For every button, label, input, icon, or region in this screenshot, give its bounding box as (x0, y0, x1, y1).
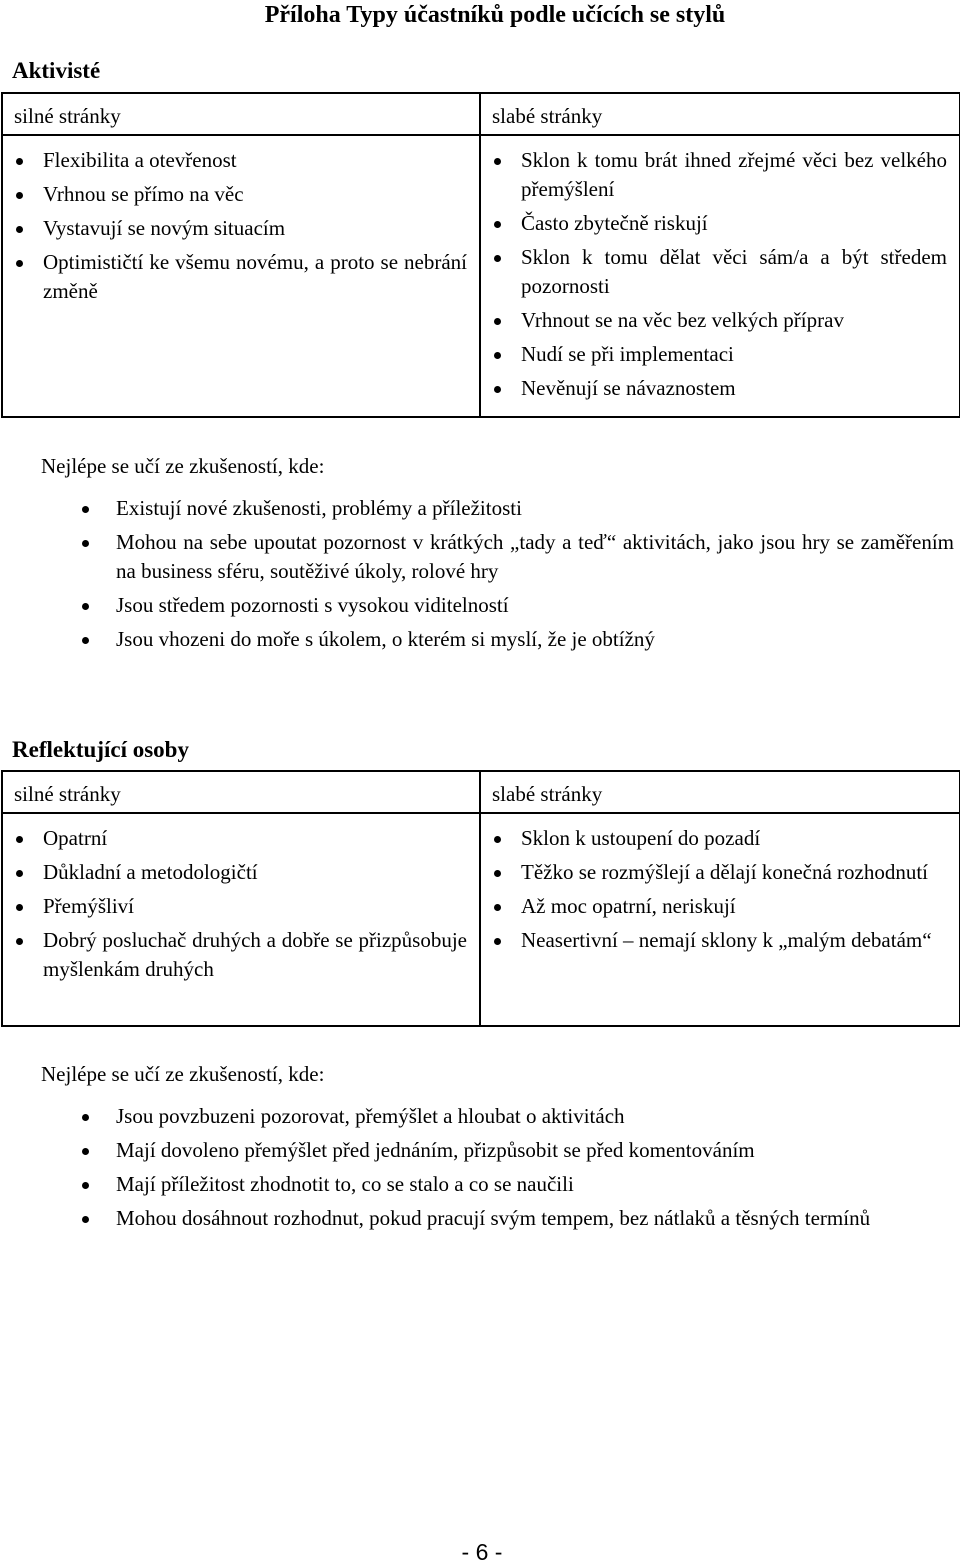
list-item: Dobrý posluchač druhých a dobře se přizpůsobuje myšlenkám druhých (3, 926, 467, 984)
section-heading-reflectors: Reflektující osoby (12, 737, 189, 762)
weaknesses-label: slabé stránky (492, 782, 603, 806)
section-heading-activists: Aktivisté (12, 58, 101, 83)
strengths-cell (2, 135, 480, 417)
weaknesses-list (481, 136, 959, 416)
list-item: Sklon k tomu dělat věci sám/a a být středem pozornosti (481, 243, 947, 301)
weaknesses-cell (480, 813, 960, 1026)
list-item: Sklon k ustoupení do pozadí (481, 824, 947, 853)
list-item: Flexibilita a otevřenost (3, 146, 467, 175)
list-item: Vrhnout se na věc bez velkých příprav (481, 306, 947, 335)
table-body-row (2, 813, 960, 1026)
list-item: Opatrní (3, 824, 467, 853)
list-item: Důkladní a metodologičtí (3, 858, 467, 887)
list-item: Optimističtí ke všemu novému, a proto se nebrání změně (3, 248, 467, 306)
list-item: Sklon k tomu brát ihned zřejmé věci bez velkého přemýšlení (481, 146, 947, 204)
table-header-row (2, 93, 960, 135)
list-item: Mají dovoleno přemýšlet před jednáním, přizpůsobit se před komentováním (0, 1136, 954, 1165)
strengths-cell (2, 813, 480, 1026)
strengths-list (3, 136, 479, 319)
learn-list-reflectors (0, 1102, 954, 1238)
weaknesses-label: slabé stránky (492, 104, 603, 128)
weaknesses-cell (480, 135, 960, 417)
learn-list-activists (0, 494, 954, 659)
learn-intro-activists: Nejlépe se učí ze zkušeností, kde: (41, 454, 325, 478)
list-item: Často zbytečně riskují (481, 209, 947, 238)
list-item: Mají příležitost zhodnotit to, co se stalo a co se naučili (0, 1170, 954, 1199)
strengths-header-cell (2, 93, 480, 135)
list-item: Existují nové zkušenosti, problémy a příležitosti (0, 494, 954, 523)
strengths-label: silné stránky (14, 782, 121, 806)
list-item: Neasertivní – nemají sklony k „malým debatám“ (481, 926, 947, 955)
table-body-row (2, 135, 960, 417)
page-number: - 6 - (461, 1539, 503, 1565)
list-item: Těžko se rozmýšlejí a dělají konečná rozhodnutí (481, 858, 947, 887)
weaknesses-header-cell (480, 771, 960, 813)
page-title: Příloha Typy účastníků podle učících se stylů (264, 2, 726, 28)
list-item: Vrhnou se přímo na věc (3, 180, 467, 209)
list-item: Jsou povzbuzeni pozorovat, přemýšlet a hloubat o aktivitách (0, 1102, 954, 1131)
list-item: Mohou dosáhnout rozhodnut, pokud pracují svým tempem, bez nátlaků a těsných termínů (0, 1204, 954, 1233)
table-header-row (2, 771, 960, 813)
list-item: Jsou vhozeni do moře s úkolem, o kterém si myslí, že je obtížný (0, 625, 954, 654)
list-item: Nudí se při implementaci (481, 340, 947, 369)
list-item: Až moc opatrní, neriskují (481, 892, 947, 921)
weaknesses-header-cell (480, 93, 960, 135)
list-item: Vystavují se novým situacím (3, 214, 467, 243)
list-item: Přemýšliví (3, 892, 467, 921)
reflectors-table (1, 770, 960, 1027)
list-item: Jsou středem pozornosti s vysokou viditelností (0, 591, 954, 620)
strengths-list (3, 814, 479, 997)
activists-table (1, 92, 960, 418)
strengths-label: silné stránky (14, 104, 121, 128)
weaknesses-list (481, 814, 959, 968)
list-item: Nevěnují se návaznostem (481, 374, 947, 403)
strengths-header-cell (2, 771, 480, 813)
list-item: Mohou na sebe upoutat pozornost v krátkých „tady a teď“ aktivitách, jako jsou hry se zaměřením na business sféru, soutěživé úkoly, rolové hry (0, 528, 954, 586)
learn-intro-reflectors: Nejlépe se učí ze zkušeností, kde: (41, 1062, 325, 1086)
